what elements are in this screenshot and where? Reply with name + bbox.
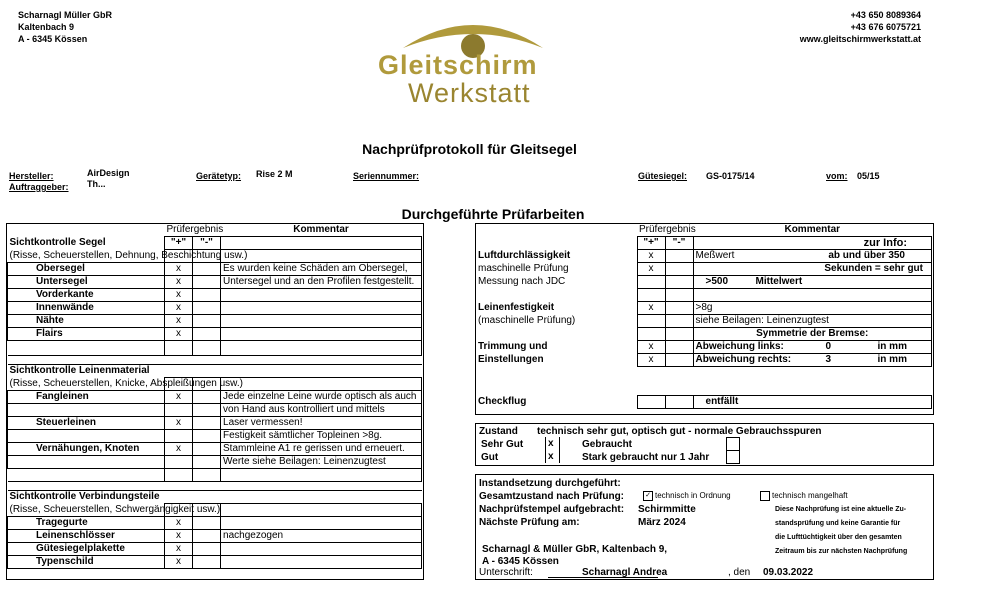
address-line-2: A - 6345 Kössen — [482, 556, 559, 567]
comment-cell[interactable]: Untersegel und an den Profilen festgestellt. — [221, 276, 422, 289]
company-contact — [800, 9, 921, 45]
company-name: Scharnagl Müller GbR — [18, 10, 113, 20]
opt1-label: technisch in Ordnung — [655, 491, 731, 501]
guetesiegel-value: GS-0175/14 — [706, 171, 755, 181]
table-row — [8, 443, 422, 456]
table-row — [8, 315, 422, 328]
table-row — [8, 417, 422, 430]
pruefergebnis-label: Prüfergebnis — [166, 224, 224, 235]
trim-plus-2: x — [637, 354, 665, 367]
segel-sub: (Risse, Scheuerstellen, Dehnung, Beschichtung usw.) — [9, 249, 248, 261]
luft-plus: x — [637, 250, 665, 263]
company-address — [18, 9, 112, 45]
leinen-beilagen: siehe Beilagen: Leinenzugtest — [693, 315, 931, 328]
plus-cell[interactable]: x — [165, 543, 193, 556]
gebraucht-checkbox[interactable] — [726, 437, 740, 451]
stempel-value: Schirmmitte — [638, 504, 696, 515]
check-item-name: Fangleinen — [8, 391, 165, 404]
disclaimer — [775, 503, 907, 559]
plus-cell[interactable]: x — [165, 556, 193, 569]
abw-rechts-value: 3 — [825, 354, 832, 365]
section-title: Durchgeführte Prüfarbeiten — [401, 206, 585, 222]
company-city: A - 6345 Kössen — [18, 34, 88, 44]
table-row — [8, 302, 422, 315]
trim-title-1: Trimmung und — [478, 341, 548, 352]
checkflug-title: Checkflug — [478, 396, 527, 407]
page-title: Nachprüfprotokoll für Gleitsegel — [362, 141, 577, 157]
stempel-label: Nachprüfstempel aufgebracht: — [479, 504, 625, 515]
luft-threshold: ab und über 350 — [828, 250, 905, 261]
luft-messwert-label: Meßwert — [695, 250, 735, 261]
logo — [378, 10, 568, 110]
phone-2: +43 676 6075721 — [850, 22, 921, 32]
plus-cell[interactable] — [165, 404, 193, 417]
segel-title: Sichtkontrolle Segel — [9, 237, 106, 248]
plus-cell[interactable]: x — [165, 443, 193, 456]
glider-icon — [378, 10, 568, 50]
comment-cell[interactable]: nachgezogen — [221, 530, 422, 543]
checked-checkbox-icon[interactable]: ✓ — [643, 491, 653, 501]
minus-cell[interactable] — [193, 302, 221, 315]
sehr-gut-check[interactable]: x — [548, 438, 554, 449]
disclaimer-line: die Lufttüchtigkeit über den gesamten — [775, 534, 902, 541]
comment-cell[interactable]: von Hand aus kontrolliert und mittels — [221, 404, 422, 417]
left-table — [7, 224, 422, 569]
plus-cell[interactable]: x — [165, 263, 193, 276]
unterschrift-label: Unterschrift: — [479, 567, 533, 578]
vom-label: vom: — [826, 171, 848, 181]
table-row — [8, 517, 422, 530]
address-line-1: Scharnagl & Müller GbR, Kaltenbach 9, — [482, 544, 668, 555]
verbindung-sub: (Risse, Scheuerstellen, Schwergängigkeit usw.) — [9, 503, 221, 515]
minus-cell[interactable] — [193, 430, 221, 443]
r-plus-header: "+" — [637, 237, 665, 250]
naechste-label: Nächste Prüfung am: — [479, 517, 580, 528]
logo-line-1: Gleitschirm — [378, 50, 538, 80]
table-row — [8, 328, 422, 341]
comment-cell[interactable] — [221, 315, 422, 328]
table-row — [8, 289, 422, 302]
plus-cell[interactable]: x — [165, 315, 193, 328]
sehr-gut-label: Sehr Gut — [481, 439, 524, 450]
check-item-name: Leinenschlösser — [8, 530, 165, 543]
comment-cell[interactable]: Es wurden keine Schäden am Obersegel, — [221, 263, 422, 276]
opt-mangelhaft[interactable] — [760, 491, 848, 501]
plus-cell[interactable]: x — [165, 391, 193, 404]
gut-check[interactable]: x — [548, 451, 554, 462]
minus-cell[interactable] — [193, 530, 221, 543]
website: www.gleitschirmwerkstatt.at — [799, 34, 921, 44]
check-item-name: Untersegel — [8, 276, 165, 289]
plus-cell[interactable] — [165, 430, 193, 443]
table-row — [8, 404, 422, 417]
hersteller-value: AirDesign — [87, 168, 130, 178]
comment-cell[interactable]: Stammleine A1 re gerissen und erneuert. — [221, 443, 422, 456]
table-row — [8, 543, 422, 556]
leinen-value: >8g — [693, 302, 931, 315]
r-minus-header: "-" — [665, 237, 693, 250]
check-item-name — [8, 456, 165, 469]
plus-header: "+" — [165, 237, 193, 250]
check-item-name: Typenschild — [8, 556, 165, 569]
table-row — [8, 391, 422, 404]
auftraggeber-value: Th... — [87, 179, 106, 189]
gut-label: Gut — [481, 452, 499, 463]
comment-cell[interactable]: Laser vermessen! — [221, 417, 422, 430]
leinen-sub-r: (maschinelle Prüfung) — [478, 315, 576, 326]
check-item-name: Nähte — [8, 315, 165, 328]
phone-1: +43 650 8089364 — [850, 10, 921, 20]
minus-cell[interactable] — [193, 556, 221, 569]
comment-cell[interactable]: Werte siehe Beilagen: Leinenzugtest — [221, 456, 422, 469]
luft-row1: maschinelle Prüfung — [478, 263, 569, 274]
minus-cell[interactable] — [193, 276, 221, 289]
minus-cell[interactable] — [193, 315, 221, 328]
leinenfestigkeit-title: Leinenfestigkeit — [478, 302, 555, 313]
table-row — [8, 556, 422, 569]
check-item-name: Tragegurte — [8, 517, 165, 530]
checkbox-icon[interactable] — [760, 491, 770, 501]
r-pruefergebnis-label: Prüfergebnis — [639, 224, 696, 235]
minus-cell[interactable] — [193, 289, 221, 302]
auftraggeber-label: Auftraggeber: — [9, 182, 69, 192]
gesamtzustand-label: Gesamtzustand nach Prüfung: — [479, 491, 625, 502]
gebraucht-label: Gebraucht — [582, 439, 633, 450]
symmetrie-label: Symmetrie der Bremse: — [693, 328, 931, 341]
comment-cell[interactable]: Festigkeit sämtlicher Topleinen >8g. — [221, 430, 422, 443]
check-item-name: Steuerleinen — [8, 417, 165, 430]
plus-cell[interactable]: x — [165, 302, 193, 315]
verbindung-title: Sichtkontrolle Verbindungsteile — [9, 491, 160, 502]
unit-links: in mm — [877, 341, 907, 352]
abw-rechts-label: Abweichung rechts: — [695, 354, 792, 365]
check-item-name: Innenwände — [8, 302, 165, 315]
minus-cell[interactable] — [193, 456, 221, 469]
comment-cell[interactable] — [221, 517, 422, 530]
plus-cell[interactable]: x — [165, 289, 193, 302]
abw-links-label: Abweichung links: — [695, 341, 784, 352]
luft-rating: Sekunden = sehr gut — [824, 263, 923, 274]
abw-links-value: 0 — [825, 341, 832, 352]
luft-mittelwert: Mittelwert — [755, 276, 803, 287]
check-item-name: Flairs — [8, 328, 165, 341]
vom-value: 05/15 — [857, 171, 880, 181]
disclaimer-line: Zeitraum bis zur nächsten Nachprüfung — [775, 548, 908, 555]
minus-cell[interactable] — [193, 328, 221, 341]
plus-cell[interactable] — [165, 456, 193, 469]
checkflug-value: entfällt — [693, 396, 931, 409]
guetesiegel-label: Gütesiegel: — [638, 171, 688, 181]
luft-row2: Messung nach JDC — [478, 276, 566, 287]
zustand-text: technisch sehr gut, optisch gut - normale Gebrauchsspuren — [537, 426, 822, 437]
signer-name: Scharnagl Andrea — [582, 567, 668, 578]
right-table — [476, 224, 932, 409]
leinen-title: Sichtkontrolle Leinenmaterial — [9, 365, 150, 376]
company-street: Kaltenbach 9 — [18, 22, 75, 32]
plus-cell[interactable]: x — [165, 530, 193, 543]
table-row — [8, 456, 422, 469]
table-row — [8, 430, 422, 443]
table-row — [8, 530, 422, 543]
comment-cell[interactable] — [221, 289, 422, 302]
logo-line-2: Werkstatt — [408, 78, 531, 108]
disclaimer-line: Diese Nachprüfung ist eine aktuelle Zu- — [775, 506, 907, 513]
luft-title: Luftdurchlässigkeit — [478, 250, 571, 261]
leinen-sub: (Risse, Scheuerstellen, Knicke, Abspleißungen usw.) — [9, 377, 243, 389]
hersteller-label: Hersteller: — [9, 171, 54, 181]
minus-cell[interactable] — [193, 417, 221, 430]
check-item-name: Vorderkante — [8, 289, 165, 302]
comment-cell[interactable]: Jede einzelne Leine wurde optisch als auch — [221, 391, 422, 404]
table-row — [8, 263, 422, 276]
stark-gebraucht-checkbox[interactable] — [726, 450, 740, 464]
geraetetyp-value: Rise 2 M — [256, 169, 293, 179]
minus-header: "-" — [193, 237, 221, 250]
opt-in-ordnung[interactable] — [643, 491, 731, 501]
table-row — [8, 276, 422, 289]
minus-cell[interactable] — [193, 404, 221, 417]
opt2-label: technisch mangelhaft — [772, 491, 848, 501]
r-kommentar-label: Kommentar — [784, 224, 841, 235]
zustand-label: Zustand — [479, 426, 518, 437]
geraetetyp-label: Gerätetyp: — [196, 171, 242, 181]
plus-cell[interactable]: x — [165, 417, 193, 430]
info-header: zur Info: — [693, 237, 931, 250]
minus-cell[interactable] — [193, 391, 221, 404]
luft-value: >500 — [705, 276, 729, 287]
trim-title-2: Einstellungen — [478, 354, 544, 365]
plus-cell[interactable]: x — [165, 517, 193, 530]
minus-cell[interactable] — [193, 443, 221, 456]
plus-cell[interactable]: x — [165, 328, 193, 341]
minus-cell[interactable] — [193, 263, 221, 276]
minus-cell[interactable] — [193, 543, 221, 556]
den-label: , den — [728, 567, 751, 578]
check-item-name: Gütesiegelplakette — [8, 543, 165, 556]
stark-gebraucht-label: Stark gebraucht nur 1 Jahr — [582, 452, 710, 463]
comment-cell[interactable] — [221, 556, 422, 569]
comment-cell[interactable] — [221, 328, 422, 341]
check-item-name — [8, 430, 165, 443]
check-item-name — [8, 404, 165, 417]
luft-plus-2: x — [637, 263, 665, 276]
minus-cell[interactable] — [193, 517, 221, 530]
instandsetzung-label: Instandsetzung durchgeführt: — [479, 478, 621, 489]
trim-plus-1: x — [637, 341, 665, 354]
leinen-plus: x — [637, 302, 665, 315]
disclaimer-line: standsprüfung und keine Garantie für — [775, 520, 901, 527]
serien-label: Seriennummer: — [353, 171, 420, 181]
check-item-name: Vernähungen, Knoten — [8, 443, 165, 456]
kommentar-label: Kommentar — [293, 224, 349, 235]
plus-cell[interactable]: x — [165, 276, 193, 289]
naechste-value: März 2024 — [638, 517, 686, 528]
check-item-name: Obersegel — [8, 263, 165, 276]
unit-rechts: in mm — [877, 354, 907, 365]
comment-cell[interactable] — [221, 543, 422, 556]
signature-date: 09.03.2022 — [763, 567, 814, 578]
comment-cell[interactable] — [221, 302, 422, 315]
